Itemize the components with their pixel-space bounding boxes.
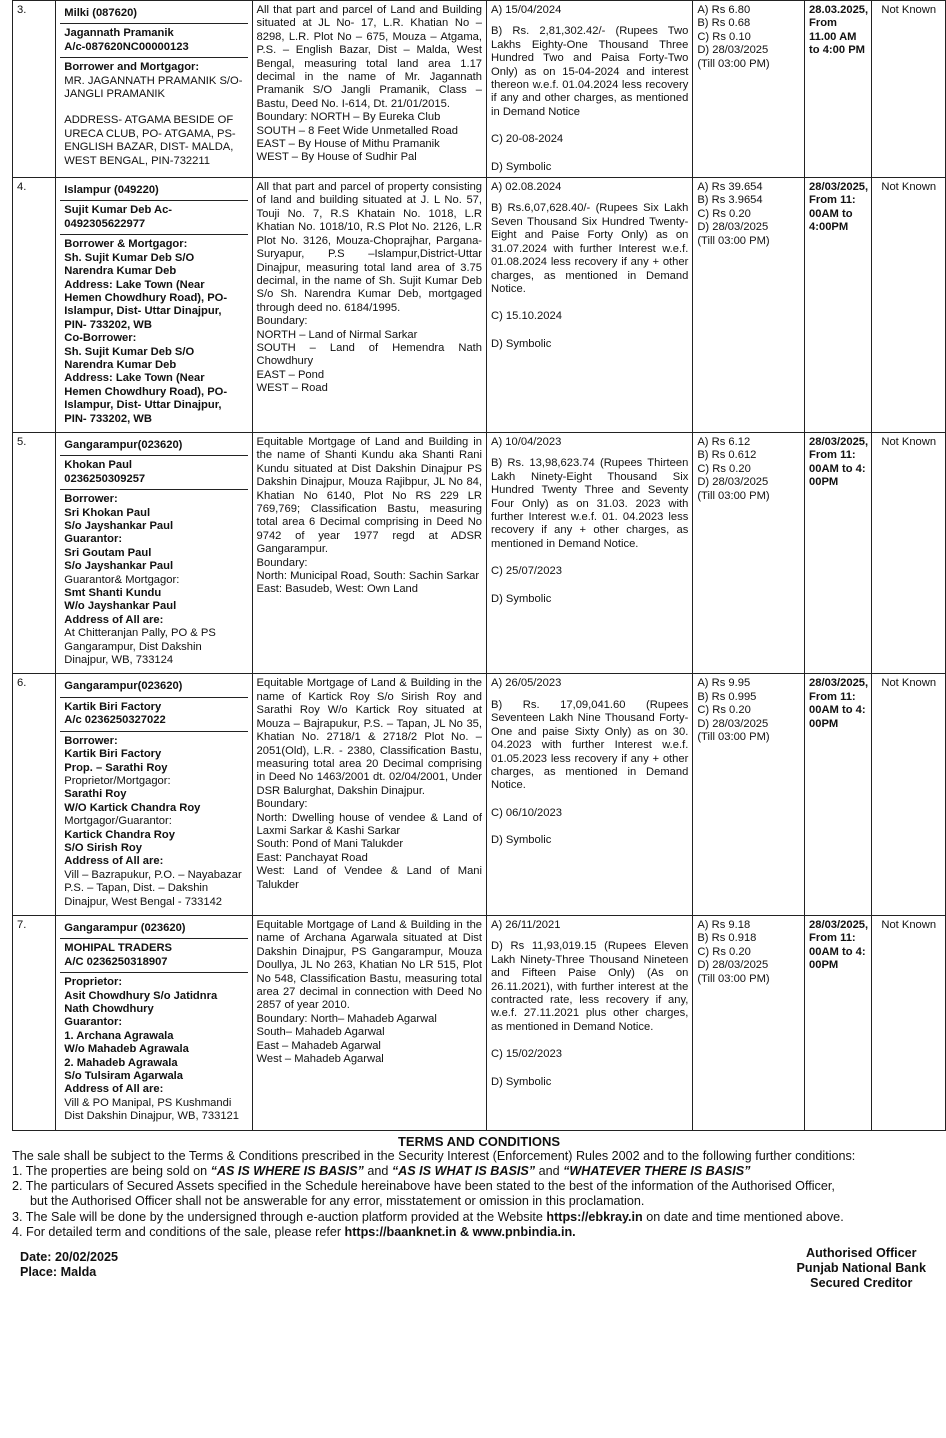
table-row — [13, 915, 946, 1130]
spacer — [491, 793, 688, 807]
property-description — [252, 915, 487, 1130]
account-number: 0492305622977 — [64, 217, 146, 230]
reserve-price-cell — [693, 915, 805, 1130]
encumbrance-known: Not Known — [872, 1, 946, 178]
borrower-line: ADDRESS- ATGAMA BESIDE OF — [64, 114, 234, 127]
reserve-line: B) Rs 0.918 — [697, 932, 757, 945]
borrower-line: S/o Jayshankar Paul — [64, 560, 174, 573]
borrower-line: Prop. – Sarathi Roy — [64, 761, 168, 774]
account-number: A/C 0236250318907 — [64, 955, 168, 968]
description-line: Boundary: — [256, 556, 308, 569]
description-line: Boundary: NORTH – By Eureka Club — [256, 111, 441, 124]
demand-date: A) 15/04/2024 — [491, 4, 562, 16]
borrower-line: Sri Khokan Paul — [64, 506, 151, 519]
account-name: Kartik Biri Factory — [64, 700, 162, 713]
serial-number: 7. — [13, 915, 56, 1130]
spacer — [491, 691, 688, 699]
demand-details — [487, 178, 693, 433]
reserve-line: A) Rs 39.654 — [697, 181, 763, 194]
borrower-line: S/o Tulsiram Agarwala — [64, 1070, 184, 1083]
notice-place: Place: Malda — [20, 1265, 97, 1280]
possession-type: D) Symbolic — [491, 834, 552, 847]
serial-number: 4. — [13, 178, 56, 433]
term-1-and-2: and — [535, 1164, 564, 1179]
borrower-heading: Proprietor: — [64, 976, 123, 989]
description-line: WEST – Road — [256, 382, 328, 395]
spacer — [491, 324, 688, 338]
property-description — [252, 674, 487, 916]
description-line: East – Mahadeb Agarwal — [256, 1039, 381, 1052]
demand-date: A) 26/05/2023 — [491, 677, 562, 690]
serial-number: 5. — [13, 432, 56, 674]
borrower-line: S/O Sirish Roy — [64, 841, 142, 854]
serial-number: 6. — [13, 674, 56, 916]
account-name: Jagannath Pramanik — [64, 27, 174, 40]
borrower-line: At Chitteranjan Pally, PO & PS Gangarampur, Dist Dakshin Dinajpur, WB, 733124 — [64, 627, 216, 667]
borrower-line: Sarathi Roy — [64, 788, 127, 801]
borrower-line: W/o Jayshankar Paul — [64, 600, 177, 613]
term-1-and-1: and — [363, 1164, 392, 1179]
secured-creditor: Secured Creditor — [810, 1276, 913, 1291]
spacer — [491, 194, 688, 202]
terms-intro: The sale shall be subject to the Terms & Conditions prescribed in the Security Interest (Enforcement) Rules 2002 and to the following further conditions: — [12, 1148, 856, 1163]
account-name: Khokan Paul — [64, 459, 133, 472]
term-1-basis-1: “AS IS WHERE IS BASIS” — [210, 1164, 364, 1179]
spacer — [491, 17, 688, 25]
description-line: Equitable Mortgage of Land & Building in the name of Kartick Roy S/o Sirish Roy and Sarathi Roy W/o Kartick Roy situated at Mouza – Bajrapukur, P.S. – Tapan, JL No 35, Khatian No. 2718/1 & 2718/2 Plot No. – 2051(Old), L.R. - 2380, Classification Bastu, measuring total area 20 Decimal comprising in Deed No 1463/2001 dt. 02/04/2001, Under DSR Balurghat, Dakshin Dinajpur. — [256, 677, 483, 797]
borrower-cell — [56, 432, 252, 674]
borrower-line: S/o Jayshankar Paul — [64, 520, 174, 532]
account-box — [60, 24, 247, 58]
description-line: SOUTH – Land of Hemendra Nath Chowdhury — [256, 341, 483, 368]
reserve-line: (Till 03:00 PM) — [697, 731, 770, 744]
possession-type: D) Symbolic — [491, 160, 552, 173]
borrower-box — [60, 732, 247, 912]
borrower-cell — [56, 915, 252, 1130]
baanknet-link[interactable]: https://baanknet.in & www.pnbindia.in. — [344, 1224, 576, 1239]
borrower-line: Kartick Chandra Roy — [64, 828, 175, 841]
borrower-line: URECA CLUB, PO- ATGAMA, PS- — [64, 127, 236, 140]
borrower-box — [60, 973, 247, 1126]
reserve-line: (Till 03:00 PM) — [697, 234, 770, 247]
borrower-line: Mortgagor/Guarantor: — [64, 815, 172, 828]
spacer — [491, 296, 688, 310]
borrower-line: W/O Kartick Chandra Roy — [64, 801, 201, 814]
encumbrance-known: Not Known — [872, 915, 946, 1130]
borrower-line: W/o Mahadeb Agrawala — [64, 1043, 189, 1056]
borrower-line: JANGLI PRAMANIK — [64, 88, 165, 101]
spacer — [491, 1034, 688, 1048]
description-line: East: Basudeb, West: Own Land — [256, 583, 418, 596]
date-place — [20, 1250, 118, 1280]
reserve-line: A) Rs 9.95 — [697, 677, 751, 690]
description-line: EAST – By House of Mithu Pramanik — [256, 138, 440, 151]
term-1-basis-3: “WHATEVER THERE IS BASIS” — [563, 1164, 751, 1179]
possession-date: C) 20-08-2024 — [491, 133, 564, 146]
description-line: All that part and parcel of property consisting of land and building situated at J. L No. 57, Touji No. 7, R.S Khatain No. 1018, L.R Khatian No. 1018/10, R.S Plot No. 2126, L.R Plot No. 3126, Mouza-Choprajhar, Pargana-Suryapur, P.S –Islampur,District-Uttar Dinajpur, measuring total land area of 3.75 decimal, in the name of Sh. Sujit Kumar Deb S/o Sh. Narendra Kumar Deb, mortgaged through deed no. 6184/1995. — [256, 181, 483, 314]
reserve-price-cell — [693, 432, 805, 674]
auction-datetime: 28.03.2025, From 11.00 AM to 4:00 PM — [805, 1, 872, 178]
reserve-price-cell — [693, 1, 805, 178]
borrower-line: Vill & PO Manipal, PS Kushmandi Dist Dakshin Dinajpur, WB, 733121 — [64, 1096, 239, 1123]
demand-amount: B) Rs.6,07,628.40/- (Rupees Six Lakh Seven Thousand Six Hundred Twenty-Eight and Paise Forty Only) as on 31.07.2024 with further Interest w.e.f. 01.08.2024 less recovery if any + other charges, as mentioned in Demand Notice. — [491, 202, 689, 295]
borrower-line: Proprietor/Mortgagor: — [64, 774, 171, 787]
account-box — [60, 698, 247, 732]
branch-name: Islampur (049220) — [60, 181, 247, 201]
borrower-heading: Borrower: — [64, 734, 118, 747]
branch-name: Gangarampur(023620) — [60, 436, 247, 456]
term-3 — [12, 1210, 946, 1225]
spacer — [491, 820, 688, 834]
description-line: West – Mahadeb Agarwal — [256, 1053, 384, 1066]
description-line: WEST – By House of Sudhir Pal — [256, 151, 417, 164]
account-number: A/c-087620NC00000123 — [64, 40, 189, 53]
possession-date: C) 15.10.2024 — [491, 310, 562, 323]
reserve-line: B) Rs 0.68 — [697, 17, 751, 30]
account-number: A/c 0236250327022 — [64, 714, 166, 727]
term-2: 2. The particulars of Secured Assets specified in the Schedule hereinabove have been stated to the best of the information of the Authorised Officer, — [12, 1179, 835, 1194]
reserve-line: A) Rs 9.18 — [697, 918, 751, 931]
possession-date: C) 25/07/2023 — [491, 565, 562, 578]
ebkray-link[interactable]: https://ebkray.in — [546, 1209, 643, 1224]
auction-rows — [13, 1, 946, 1131]
branch-name: Gangarampur (023620) — [60, 919, 247, 939]
terms-title: TERMS AND CONDITIONS — [397, 1133, 561, 1149]
borrower-cell — [56, 1, 252, 178]
encumbrance-known: Not Known — [872, 178, 946, 433]
branch-name: Gangarampur(023620) — [60, 677, 247, 697]
authorised-officer: Authorised Officer — [805, 1246, 917, 1261]
borrower-line: MR. JAGANNATH PRAMANIK S/O- — [64, 74, 243, 87]
notice-date: Date: 20/02/2025 — [20, 1250, 119, 1265]
table-row — [13, 1, 946, 178]
borrower-line: Co-Borrower: — [64, 332, 137, 345]
demand-details — [487, 432, 693, 674]
borrower-box — [60, 235, 247, 429]
borrower-line — [64, 101, 243, 114]
borrower-line: ENGLISH BAZAR, DIST- MALDA, — [64, 141, 234, 154]
description-line: EAST – Pond — [256, 368, 325, 381]
demand-date: A) 10/04/2023 — [491, 435, 562, 448]
term-4 — [12, 1225, 946, 1240]
serial-number: 3. — [13, 1, 56, 178]
account-name: MOHIPAL TRADERS — [64, 942, 172, 955]
auction-datetime: 28/03/2025, From 11: 00AM to 4: 00PM — [805, 674, 872, 916]
reserve-line: A) Rs 6.80 — [697, 4, 751, 16]
spacer — [491, 1062, 688, 1076]
reserve-line: (Till 03:00 PM) — [697, 972, 770, 985]
borrower-line: Vill – Bazrapukur, P.O. – Nayabazar P.S. – Tapan, Dist. – Dakshin Dinajpur, West Bengal - 733142 — [64, 868, 242, 908]
borrower-box — [60, 58, 247, 171]
borrower-line: Address of All are: — [64, 1083, 164, 1096]
reserve-line: C) Rs 0.20 — [697, 704, 751, 717]
borrower-line: Address of All are: — [64, 855, 164, 868]
spacer — [491, 932, 688, 940]
possession-type: D) Symbolic — [491, 592, 552, 605]
borrower-line: Address: Lake Town (Near Hemen Chowdhury Road), PO- Islampur, Dist- Uttar Dinajpur, PIN- 733202, WB — [64, 278, 228, 331]
reserve-line: B) Rs 0.995 — [697, 690, 757, 703]
reserve-price-cell — [693, 178, 805, 433]
property-description — [252, 178, 487, 433]
term-2-cont: but the Authorised Officer shall not be answerable for any error, misstatement or omission in this proclamation. — [30, 1194, 645, 1209]
borrower-line: Sri Goutam Paul — [64, 546, 152, 559]
reserve-line: A) Rs 6.12 — [697, 435, 751, 448]
property-description — [252, 432, 487, 674]
term-1-basis-2: “AS IS WHAT IS BASIS” — [391, 1164, 536, 1179]
reserve-line: D) 28/03/2025 — [697, 221, 769, 234]
borrower-line: Sh. Sujit Kumar Deb S/O Narendra Kumar Deb — [64, 345, 195, 371]
description-line: South– Mahadeb Agarwal — [256, 1026, 385, 1039]
term-4-text: 4. For detailed term and conditions of the sale, please refer — [12, 1224, 345, 1239]
encumbrance-known: Not Known — [872, 432, 946, 674]
description-line: SOUTH – 8 Feet Wide Unmetalled Road — [256, 124, 458, 137]
borrower-cell — [56, 674, 252, 916]
bank-name: Punjab National Bank — [796, 1261, 926, 1276]
auction-datetime: 28/03/2025, From 11: 00AM to 4:00PM — [805, 178, 872, 433]
auction-datetime: 28/03/2025, From 11: 00AM to 4: 00PM — [805, 432, 872, 674]
demand-amount: B) Rs. 2,81,302.42/- (Rupees Two Lakhs Eighty-One Thousand Three Hundred Two and Paisa Forty-Two Only) as on 15-04-2024 and interest thereon w.e.f. 01.04.2024 less recovery if any and other charges, as mentioned in Demand Notice — [491, 25, 689, 118]
borrower-line: 1. Archana Agrawala — [64, 1029, 174, 1042]
signature-block — [797, 1246, 926, 1292]
description-line: All that part and parcel of Land and Building situated at JL No- 17, L.R. Khatian No – 8298, L.R. Plot No – 675, Mouza – Atgama, P.S. – English Bazar, Dist – Malda, West Bengal, measuring total land area 1.17 decimal in the name of Mr. Jagannath Pramanik S/O Jangli Pramanik, Class – Bastu, Deed No. I-614, Dt. 21/01/2015. — [256, 4, 483, 110]
borrower-box — [60, 490, 247, 670]
borrower-heading: Borrower & Mortgagor: — [64, 238, 188, 251]
borrower-heading: Borrower: — [64, 493, 118, 506]
description-line: North: Dwelling house of vendee & Land of Laxmi Sarkar & Kashi Sarkar — [256, 811, 483, 837]
borrower-line: Guarantor& Mortgagor: — [64, 573, 180, 586]
description-line: Equitable Mortgage of Land and Building in the name of Shanti Kundu aka Shanti Rani Kundu situated at Dist Dakshin Dinajpur PS Dakshin Dinajpur, Mouza Rajibpur, JL No 84, Khatian No 6140, Plot No RS 229 LR 769,769; Classification Bastu, measuring total area 6 Decimal comprising in Deed No 9742 of year 1977 regd at ADSR Gangarampur. — [256, 435, 483, 556]
account-box — [60, 456, 247, 490]
spacer — [491, 551, 688, 565]
encumbrance-known: Not Known — [872, 674, 946, 916]
possession-date: C) 06/10/2023 — [491, 806, 562, 819]
borrower-heading: Borrower and Mortgagor: — [64, 61, 200, 74]
branch-name: Milki (087620) — [60, 4, 247, 24]
borrower-line: Asit Chowdhury S/o Jatidnra Nath Chowdhury — [64, 989, 218, 1015]
reserve-line: D) 28/03/2025 — [697, 44, 769, 57]
borrower-line: Smt Shanti Kundu — [64, 587, 162, 600]
demand-details — [487, 915, 693, 1130]
table-row — [13, 432, 946, 674]
description-line: North: Municipal Road, South: Sachin Sarkar — [256, 570, 480, 583]
spacer — [491, 119, 688, 133]
reserve-line: C) Rs 0.10 — [697, 30, 751, 43]
spacer — [491, 579, 688, 593]
description-line: Equitable Mortgage of Land & Building in the name of Archana Agarwala situated at Dist Dakshin Dinajpur, PS Gangarampur, Mouza Doullya, JL No 263, Khatian No LR 515, Plot No 548, Classification Bastu, measuring total area 27 decimal in connection with Deed No 2857 of year 2010. — [256, 918, 483, 1012]
term-3-tail: on date and time mentioned above. — [642, 1209, 844, 1224]
description-line: Boundary: — [256, 798, 308, 811]
auction-datetime: 28/03/2025, From 11: 00AM to 4: 00PM — [805, 915, 872, 1130]
demand-amount: D) Rs 11,93,019.15 (Rupees Eleven Lakh Ninety-Three Thousand Nineteen and Fifteen Paise Only) (As on 26.11.2021), with further interest at the contracted rate, less recovery if any, w.e.f. 27.11.2021 plus other charges, as mentioned in Demand Notice. — [491, 940, 689, 1033]
spacer — [491, 449, 688, 457]
account-number: 0236250309257 — [64, 472, 146, 485]
term-1 — [12, 1164, 946, 1179]
demand-amount: B) Rs. 13,98,623.74 (Rupees Thirteen Lakh Ninety-Eight Thousand Six Hundred Twenty Three and Seventy Four Only) as on 31.03. 2023 with further Interest w.e.f. 01. 04.2023 less recovery if any + other charges, as mentioned in Demand Notice. — [491, 457, 689, 550]
reserve-line: D) 28/03/2025 — [697, 717, 769, 730]
borrower-line: Address of All are: — [64, 613, 164, 626]
description-line: Boundary: — [256, 315, 308, 328]
borrower-line: Guarantor: — [64, 533, 123, 546]
possession-type: D) Symbolic — [491, 337, 552, 350]
reserve-line: (Till 03:00 PM) — [697, 57, 770, 70]
account-name: Sujit Kumar Deb Ac- — [64, 204, 173, 217]
term-3-text: 3. The Sale will be done by the undersigned through e-auction platform provided at the Website — [12, 1209, 547, 1224]
reserve-price-cell — [693, 674, 805, 916]
table-row — [13, 178, 946, 433]
possession-type: D) Symbolic — [491, 1075, 552, 1088]
terms-section — [12, 1134, 946, 1240]
property-description — [252, 1, 487, 178]
demand-date: A) 02.08.2024 — [491, 181, 562, 194]
borrower-line: Sh. Sujit Kumar Deb S/O Narendra Kumar Deb — [64, 251, 195, 278]
reserve-line: B) Rs 0.612 — [697, 449, 757, 462]
possession-date: C) 15/02/2023 — [491, 1048, 562, 1061]
borrower-line: Address: Lake Town (Near Hemen Chowdhury Road), PO- Islampur, Dist- Uttar Dinajpur, PIN- 733202, WB — [64, 372, 228, 425]
reserve-line: C) Rs 0.20 — [697, 945, 751, 958]
reserve-line: B) Rs 3.9654 — [697, 194, 763, 207]
demand-amount: B) Rs. 17,09,041.60 (Rupees Seventeen Lakh Nine Thousand Forty-One and paise Sixty Only) as on 30. 04.2023 with further Interest w.e.f. 01.05.2023 less recovery if any + other charges, as mentioned in Demand Notice. — [491, 698, 689, 792]
spacer — [491, 147, 688, 161]
borrower-line: Guarantor: — [64, 1016, 123, 1029]
borrower-line: WEST BENGAL, PIN-732211 — [64, 154, 210, 167]
description-line: West: Land of Vendee & Land of Mani Talukder — [256, 865, 483, 891]
auction-table — [12, 0, 946, 1131]
demand-details — [487, 1, 693, 178]
borrower-cell — [56, 178, 252, 433]
reserve-line: C) Rs 0.20 — [697, 462, 751, 475]
borrower-line: 2. Mahadeb Agrawala — [64, 1056, 178, 1069]
reserve-line: (Till 03:00 PM) — [697, 489, 770, 502]
account-box — [60, 939, 247, 973]
description-line: NORTH – Land of Nirmal Sarkar — [256, 328, 418, 341]
description-line: Boundary: North– Mahadeb Agarwal — [256, 1012, 437, 1025]
term-1-text: 1. The properties are being sold on — [12, 1164, 211, 1179]
account-box — [60, 201, 247, 235]
description-line: South: Pond of Mani Talukder — [256, 838, 404, 851]
borrower-line: Kartik Biri Factory — [64, 748, 162, 761]
demand-date: A) 26/11/2021 — [491, 918, 561, 931]
description-line: East: Panchayat Road — [256, 851, 368, 864]
demand-details — [487, 674, 693, 916]
reserve-line: C) Rs 0.20 — [697, 207, 751, 220]
reserve-line: D) 28/03/2025 — [697, 476, 769, 489]
table-row — [13, 674, 946, 916]
reserve-line: D) 28/03/2025 — [697, 959, 769, 972]
